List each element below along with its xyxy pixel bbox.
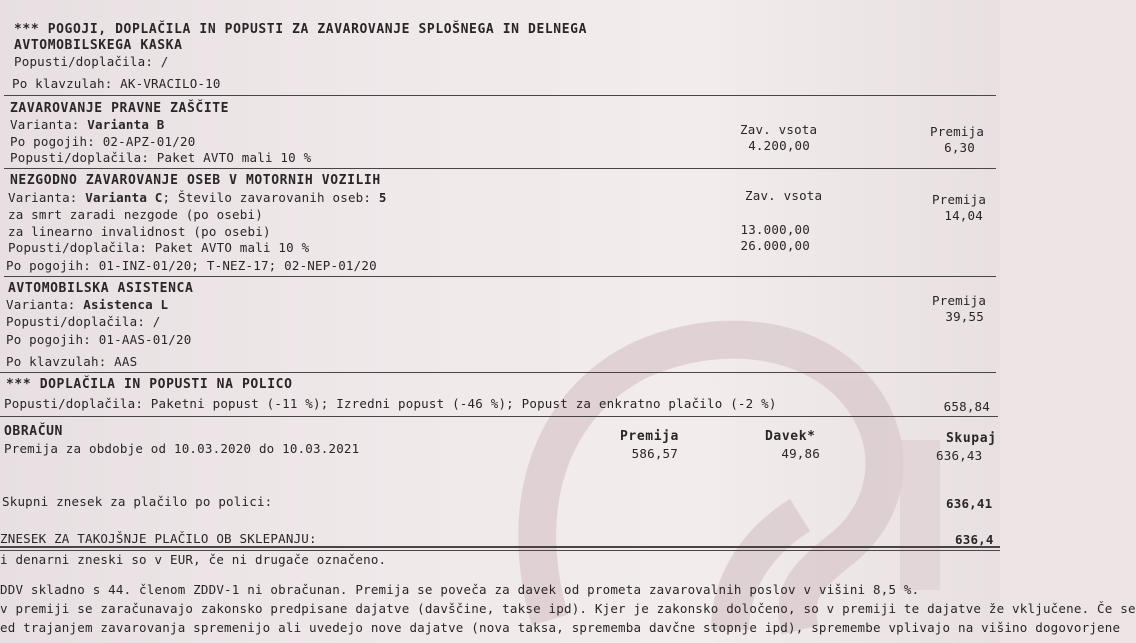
- takojsnje-value: 636,4: [955, 532, 994, 547]
- divider: [0, 372, 996, 373]
- varianta-label: Varianta:: [8, 190, 78, 205]
- insurer-logo-watermark: [430, 290, 993, 630]
- nezgodno-popusti: Popusti/doplačila: Paket AVTO mali 10 %: [8, 240, 310, 255]
- pravna-heading: ZAVAROVANJE PRAVNE ZAŠČITE: [10, 101, 230, 116]
- divider: [4, 168, 996, 169]
- obracun-davek-label: Davek*: [765, 429, 816, 444]
- obracun-heading: OBRAČUN: [4, 424, 63, 439]
- divider: [0, 416, 998, 417]
- asistenca-varianta: [6, 297, 168, 312]
- varianta-value: Asistenca L: [83, 297, 169, 312]
- nezgodno-pogoji: Po pogojih: 01-INZ-01/20; T-NEZ-17; 02-NEP-01/20: [6, 258, 377, 273]
- doplacila-heading: *** DOPLAČILA IN POPUSTI NA POLICO: [6, 377, 293, 392]
- obracun-davek-value: 49,86: [781, 446, 820, 461]
- nezgodno-heading: NEZGODNO ZAVAROVANJE OSEB V MOTORNIH VOZILIH: [10, 173, 381, 188]
- pravna-premija-label: Premija: [930, 124, 985, 139]
- obracun-skupaj-value: 636,43: [936, 448, 983, 463]
- varianta-label: Varianta:: [10, 117, 80, 132]
- nezgodno-invalidnost: za linearno invalidnost (po osebi): [8, 224, 271, 239]
- ddv-note: DDV skladno s 44. členom ZDDV-1 ni obračunan. Premija se poveča za davek od prometa zavarovalnih poslov v višini 8,5 %.: [0, 582, 920, 597]
- obracun-premija-value: 586,57: [631, 446, 678, 461]
- nezgodno-premija-label: Premija: [932, 192, 987, 207]
- asistenca-popusti: Popusti/doplačila: /: [6, 314, 161, 329]
- asistenca-premija-value: 39,55: [945, 309, 984, 324]
- obracun-premija-label: Premija: [620, 429, 679, 444]
- obracun-skupaj-label: Skupaj: [946, 431, 997, 446]
- divider: [4, 95, 996, 96]
- takojsnje-label: ZNESEK ZA TAKOJŠNJE PLAČILO OB SKLEPANJU:: [0, 531, 317, 546]
- varianta-value: Varianta C: [85, 190, 163, 205]
- double-divider: [0, 550, 1000, 551]
- dajatve-note-line2: ed trajanjem zavarovanja spremenijo ali uvedejo nove dajatve (nova taksa, sprememba davčne stopnje ipd), spremembe vplivajo na višino dogovorjene: [0, 620, 1121, 635]
- nezgodno-varianta: [8, 190, 387, 205]
- nezgodno-zav-vsota-label: Zav. vsota: [745, 188, 823, 203]
- skupni-value: 636,41: [946, 496, 993, 511]
- double-divider: [0, 546, 1000, 548]
- pravna-popusti: Popusti/doplačila: Paket AVTO mali 10 %: [10, 150, 312, 165]
- asistenca-premija-label: Premija: [932, 293, 987, 308]
- dajatve-note-line1: v premiji se zaračunavajo zakonsko predpisane dajatve (davščine, takse ipd). Kjer je zakonsko določeno, so v premiji te dajatve že vključene. Če se: [0, 601, 1136, 616]
- nezgodno-premija-value: 14,04: [944, 208, 983, 223]
- asistenca-pogoji: Po pogojih: 01-AAS-01/20: [6, 332, 192, 347]
- skupni-label: Skupni znesek za plačilo po polici:: [2, 494, 273, 509]
- obracun-obdobje: Premija za obdobje od 10.03.2020 do 10.03.2021: [4, 441, 360, 456]
- kasko-popusti: Popusti/doplačila: /: [14, 54, 169, 69]
- pravna-zav-vsota-label: Zav. vsota: [740, 122, 818, 137]
- varianta-value: Varianta B: [87, 117, 165, 132]
- asistenca-klavzule: Po klavzulah: AAS: [6, 354, 138, 369]
- kasko-heading-line1: *** POGOJI, DOPLAČILA IN POPUSTI ZA ZAVAROVANJE SPLOŠNEGA IN DELNEGA: [14, 22, 588, 37]
- kasko-klavzule: Po klavzulah: AK-VRACILO-10: [12, 76, 221, 91]
- doplacila-value: 658,84: [943, 399, 990, 414]
- pravna-pogoji: Po pogojih: 02-APZ-01/20: [10, 134, 196, 149]
- nezgodno-smrt: za smrt zaradi nezgode (po osebi): [8, 207, 263, 222]
- asistenca-heading: AVTOMOBILSKA ASISTENCA: [8, 281, 194, 296]
- pravna-premija-value: 6,30: [944, 140, 975, 155]
- pravna-zav-vsota-value: 4.200,00: [748, 138, 810, 153]
- varianta-label: Varianta:: [6, 297, 76, 312]
- stevilo-label: ; Število zavarovanih oseb:: [162, 190, 372, 205]
- divider: [4, 276, 996, 277]
- doplacila-text: Popusti/doplačila: Paketni popust (-11 %); Izredni popust (-46 %); Popust za enkratno plačilo (-2 %): [4, 396, 777, 411]
- pravna-varianta: [10, 117, 165, 132]
- nezgodno-smrt-value: 13.000,00: [740, 222, 810, 237]
- kasko-heading-line2: AVTOMOBILSKEGA KASKA: [14, 38, 183, 53]
- nezgodno-invalidnost-value: 26.000,00: [740, 238, 810, 253]
- eur-note: i denarni zneski so v EUR, če ni drugače označeno.: [0, 552, 387, 567]
- stevilo-value: 5: [378, 190, 387, 205]
